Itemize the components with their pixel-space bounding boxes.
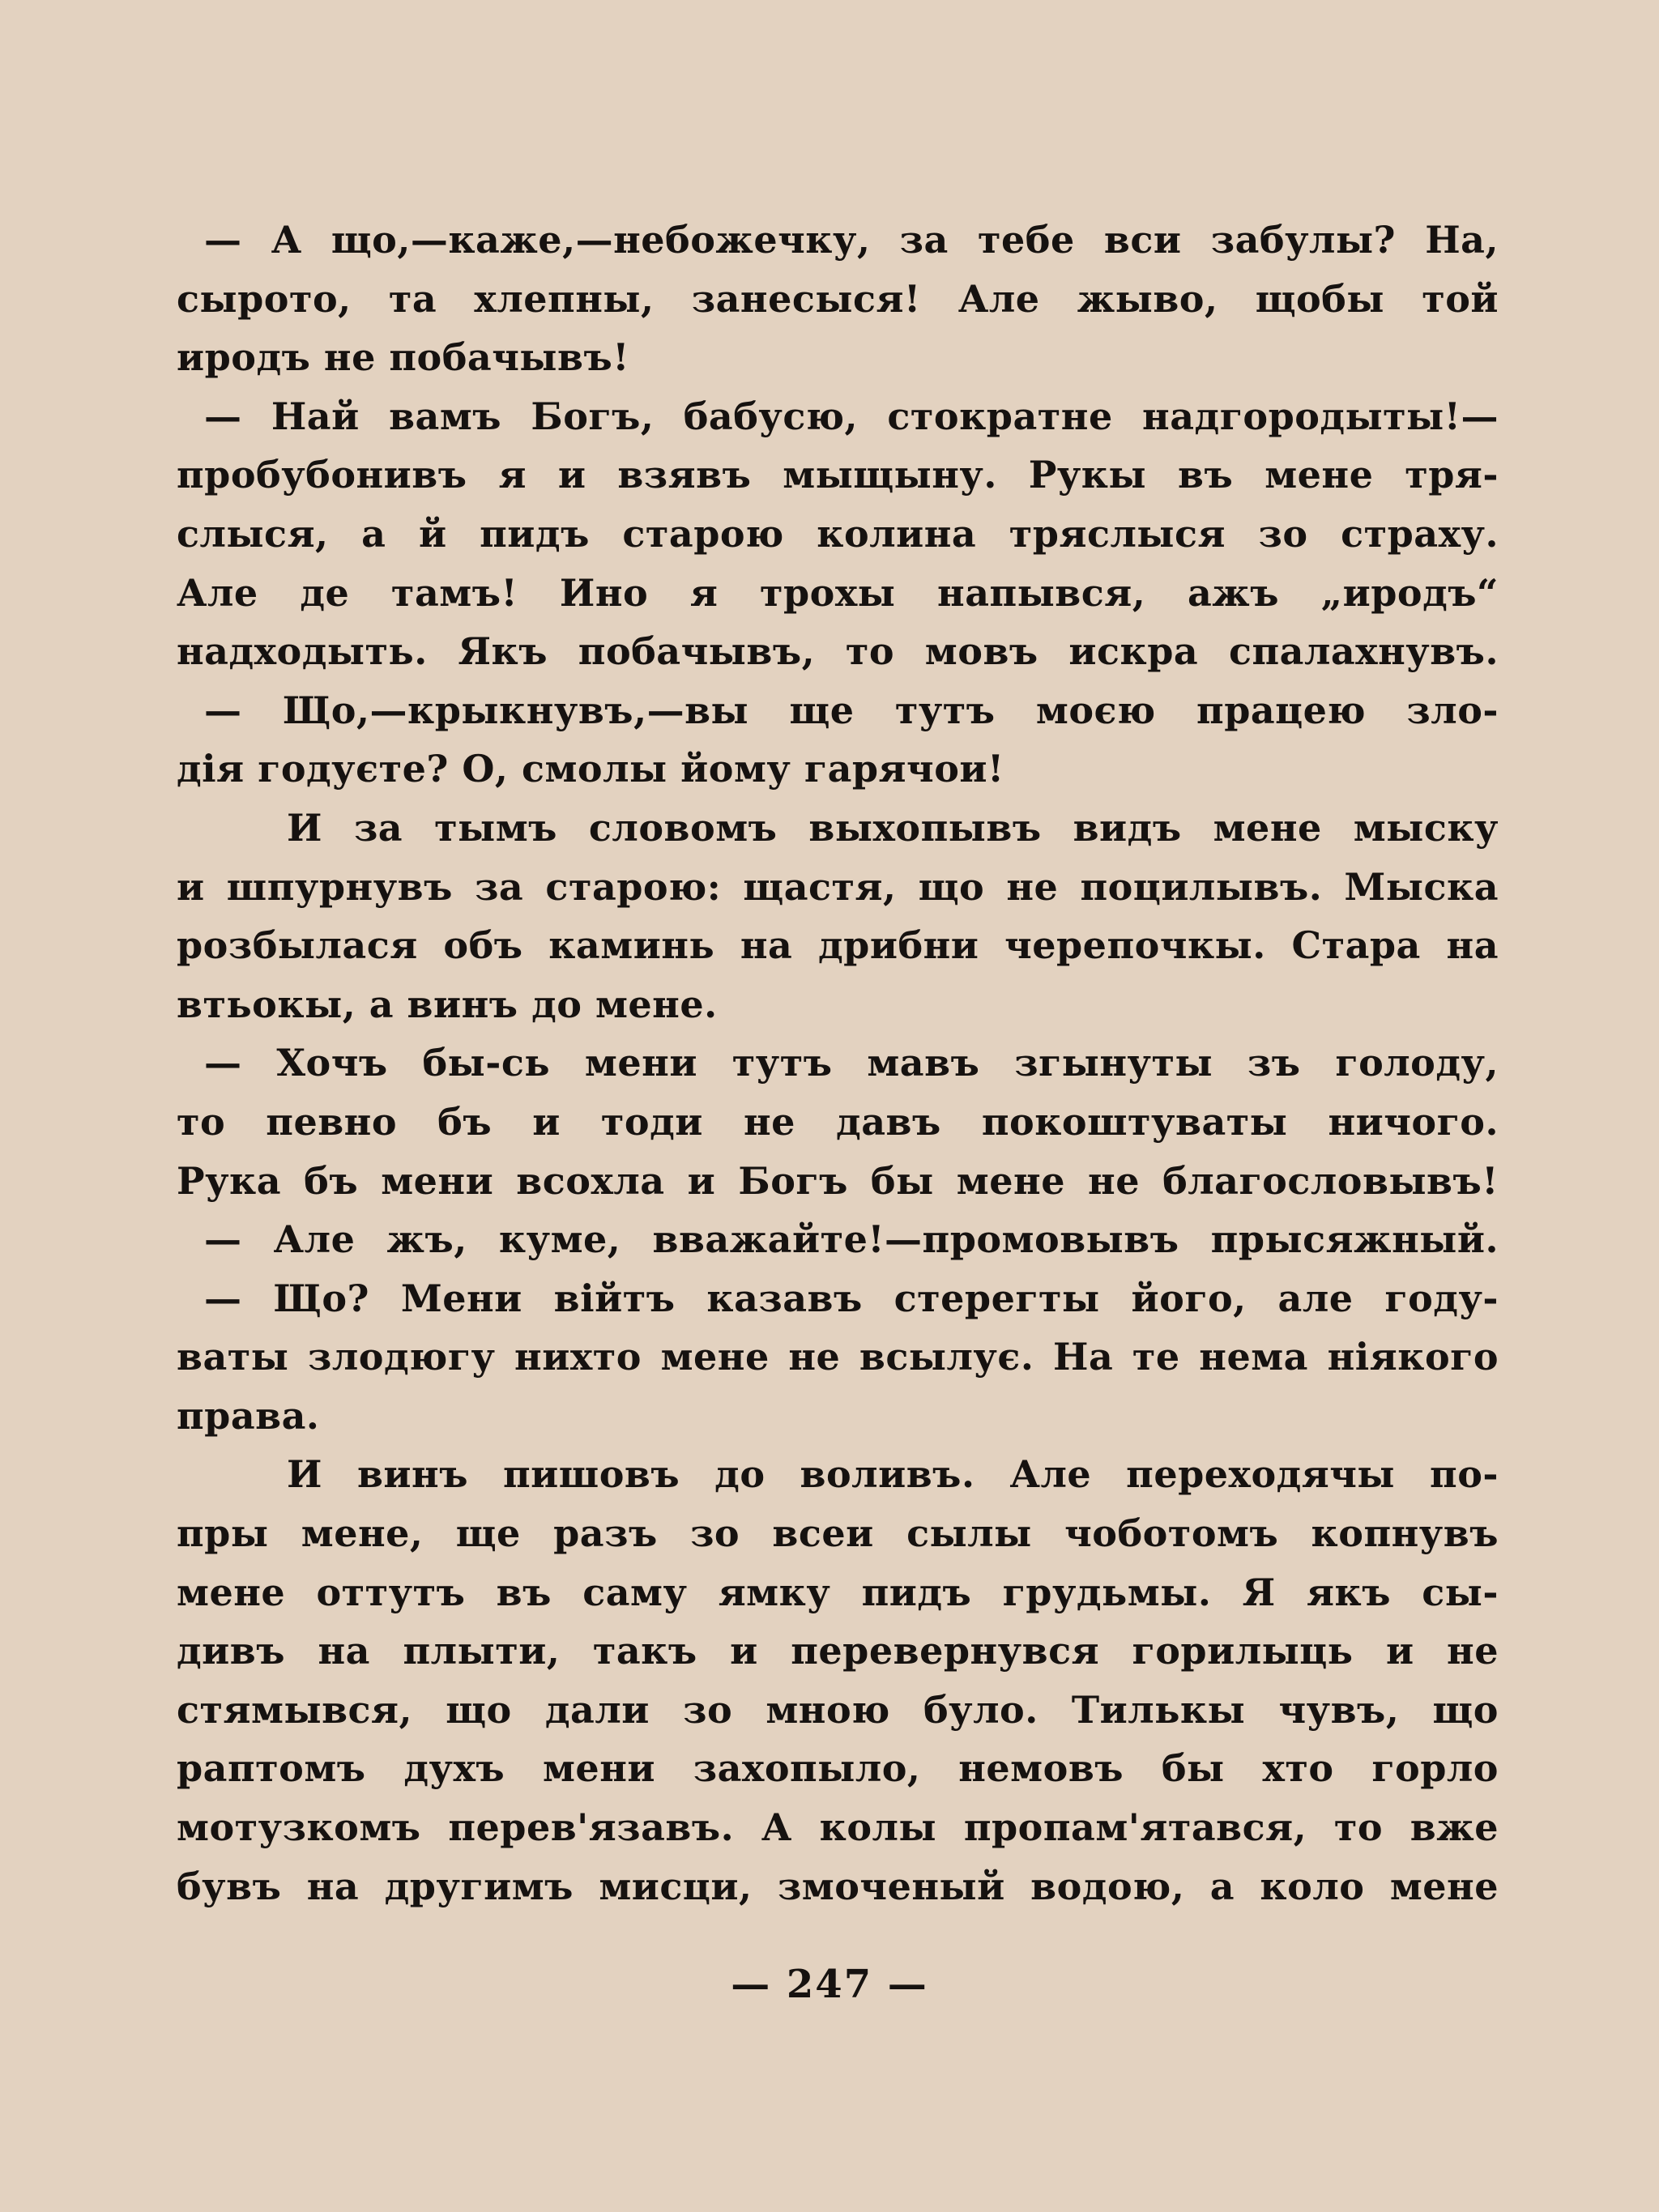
text-line: — Що? Мени війтъ казавъ стерегты його, але году- xyxy=(204,1276,1499,1320)
text-line: раптомъ духъ мени захопыло, немовъ бы хто горло xyxy=(177,1746,1499,1791)
text-line: сырото, та хлепны, занесыся! Але жыво, щобы той xyxy=(177,276,1499,321)
text-line: мотузкомъ перев'язавъ. А колы пропам'ятався, то вже xyxy=(177,1805,1499,1850)
text-line: слыся, а й пидъ старою колина тряслыся зо страху. xyxy=(177,511,1499,556)
text-line: Рука бъ мени всохла и Богъ бы мене не благословывъ! xyxy=(177,1158,1499,1203)
text-line: — Хочъ бы-сь мени тутъ мавъ згынуты зъ голоду, xyxy=(204,1041,1499,1085)
text-line: пробубонивъ я и взявъ мыщыну. Рукы въ мене тря- xyxy=(177,453,1499,497)
text-line: И винъ пишовъ до воливъ. Але переходячы по- xyxy=(287,1452,1499,1497)
text-line: Але де тамъ! Ино я трохы напывся, ажъ „иродъ“ xyxy=(177,570,1499,615)
text-line: — Але жъ, куме, вважайте!—промовывъ прысяжный. xyxy=(204,1217,1499,1262)
text-line: надходыть. Якъ побачывъ, то мовъ искра спалахнувъ. xyxy=(177,629,1499,674)
text-line: И за тымъ словомъ выхопывъ видъ мене мыску xyxy=(287,805,1499,850)
text-line: дія годуєте? О, смолы йому гарячои! xyxy=(177,747,1004,791)
text-line: пры мене, ще разъ зо всеи сылы чоботомъ копнувъ xyxy=(177,1511,1499,1556)
text-line: то певно бъ и тоди не давъ покоштуваты ничого. xyxy=(177,1099,1499,1144)
text-line: розбылася объ каминь на дрибни черепочкы. Стара на xyxy=(177,923,1499,968)
text-line: мене оттутъ въ саму ямку пидъ грудьмы. Я якъ сы- xyxy=(177,1570,1499,1614)
page-body-text xyxy=(177,211,1499,1916)
text-line: дивъ на плыти, такъ и перевернувся горилыць и не xyxy=(177,1629,1499,1673)
page-number: — 247 — xyxy=(731,1962,928,2007)
text-line: ваты злодюгу нихто мене не всылує. На те нема ніякого xyxy=(177,1335,1499,1379)
text-line: — Най вамъ Богъ, бабусю, стократне надгородыты!— xyxy=(204,394,1499,438)
text-line: стямывся, що дали зо мною було. Тилькы чувъ, що xyxy=(177,1687,1499,1732)
text-line: — А що,—каже,—небожечку, за тебе вси забулы? На, xyxy=(204,218,1499,262)
text-line: иродъ не побачывъ! xyxy=(177,335,629,380)
text-line: — Що,—крыкнувъ,—вы ще тутъ моєю працею зло- xyxy=(204,688,1499,732)
text-line: бувъ на другимъ мисци, змоченый водою, а коло мене xyxy=(177,1864,1499,1908)
text-line: и шпурнувъ за старою: щастя, що не поцилывъ. Мыска xyxy=(177,864,1499,909)
text-line: права. xyxy=(177,1393,320,1438)
text-line: втьокы, а винъ до мене. xyxy=(177,982,718,1026)
